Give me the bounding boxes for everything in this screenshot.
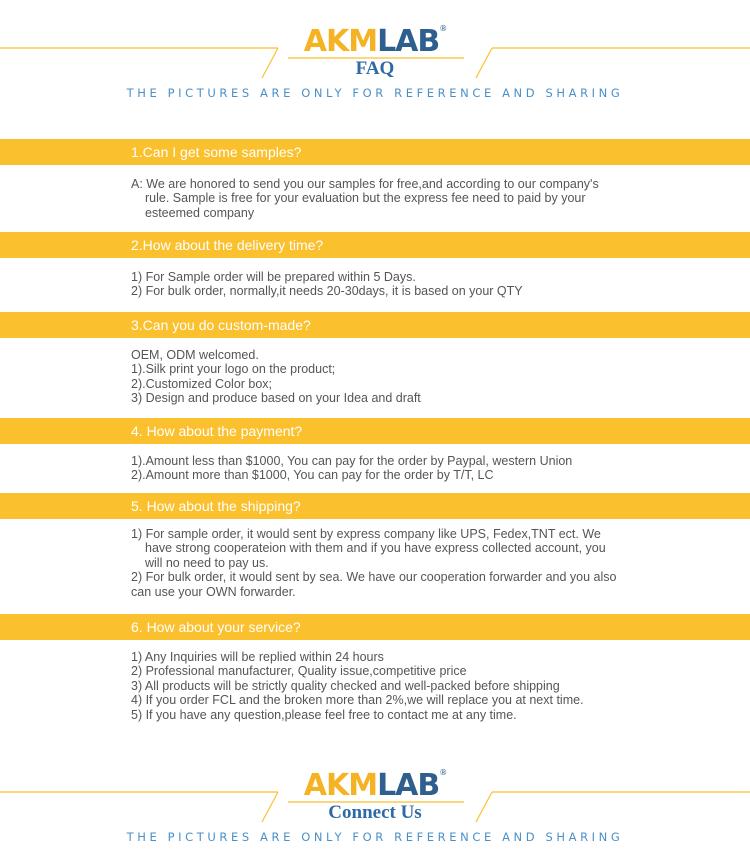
- faq-header: [0, 22, 750, 102]
- answer-line: esteemed company: [145, 205, 255, 220]
- answer-line: OEM, ODM welcomed.: [131, 348, 259, 362]
- answer-line: 1).Amount less than $1000, You can pay for the order by Paypal, western Union: [131, 454, 573, 468]
- answer-line: 1) Any Inquiries will be replied within 24 hours: [131, 650, 384, 664]
- answer-line: 1) For Sample order will be prepared within 5 Days.: [131, 270, 416, 284]
- answer-line: 5) If you have any question,please feel free to contact me at any time.: [131, 707, 517, 722]
- answer-line: rule. Sample is free for your evaluation but the express fee need to paid by your: [145, 191, 586, 206]
- question-bar-service: 6. How about your service?: [0, 614, 750, 640]
- answer-line: 1).Silk print your logo on the product;: [131, 362, 336, 377]
- reference-tagline: THE PICTURES ARE ONLY FOR REFERENCE AND SHARING: [126, 86, 624, 100]
- question-bar-shipping: 5. How about the shipping?: [0, 493, 750, 519]
- answer-shipping: [131, 527, 651, 599]
- connect-us-title: Connect Us: [328, 802, 422, 823]
- question-bar-delivery: 2.How about the delivery time?: [0, 232, 750, 258]
- answer-delivery: [131, 270, 651, 299]
- answer-line: 3) All products will be strictly quality checked and well-packed before shipping: [131, 678, 560, 693]
- page-title: FAQ: [355, 58, 395, 79]
- answer-line: 2) Professional manufacturer, Quality issue,competitive price: [131, 664, 467, 679]
- answer-line: 4) If you order FCL and the broken more than 2%,we will replace you at next time.: [131, 693, 584, 708]
- question-bar-custom-made: 3.Can you do custom-made?: [0, 312, 750, 338]
- connect-us-header: [0, 766, 750, 846]
- answer-payment: [131, 454, 651, 483]
- answer-custom-made: [131, 348, 651, 406]
- answer-line: 2).Customized Color box;: [131, 376, 273, 391]
- answer-line: 1) For sample order, it would sent by express company like UPS, Fedex,TNT ect. We: [131, 527, 601, 541]
- akmlab-logo: AKMLAB®: [303, 24, 447, 59]
- answer-line: can use your OWN forwarder.: [131, 584, 296, 599]
- answer-service: [131, 650, 651, 722]
- akmlab-logo: AKMLAB®: [303, 768, 447, 803]
- answer-line: A: We are honored to send you our samples for free,and according to our company's: [131, 177, 599, 191]
- answer-line: have strong cooperateion with them and if you have express collected account, you: [145, 541, 606, 556]
- answer-line: 2).Amount more than $1000, You can pay for the order by T/T, LC: [131, 468, 494, 483]
- answer-line: will no need to pay us.: [145, 555, 269, 570]
- answer-line: 3) Design and produce based on your Idea and draft: [131, 391, 421, 406]
- answer-line: 2) For bulk order, normally,it needs 20-30days, it is based on your QTY: [131, 284, 523, 299]
- reference-tagline: THE PICTURES ARE ONLY FOR REFERENCE AND SHARING: [126, 830, 624, 844]
- question-bar-payment: 4. How about the payment?: [0, 418, 750, 444]
- answer-samples: [131, 177, 651, 220]
- answer-line: 2) For bulk order, it would sent by sea. We have our cooperation forwarder and you also: [131, 570, 617, 585]
- question-bar-samples: 1.Can I get some samples?: [0, 139, 750, 165]
